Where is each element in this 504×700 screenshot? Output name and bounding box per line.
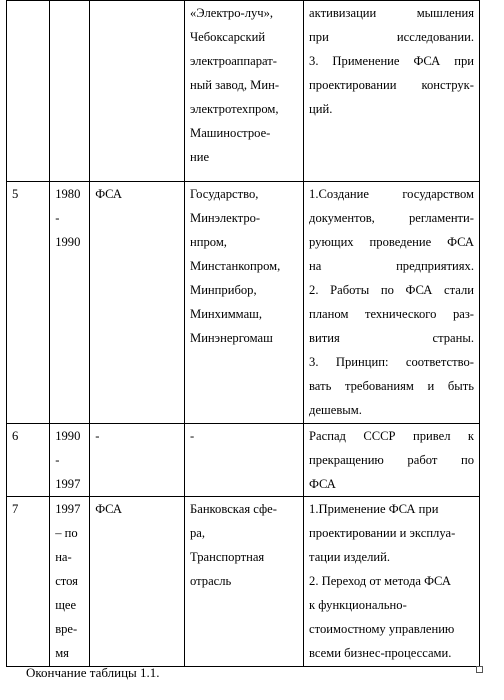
cell-period	[50, 424, 90, 497]
text-line: ный завод, Мин-	[190, 78, 280, 92]
cell-number	[7, 1, 50, 182]
text-line: электротехпром,	[190, 102, 279, 116]
text-line: к функционально-	[309, 598, 407, 612]
text-line: «Электро-луч»,	[190, 6, 274, 20]
cell-number: 5	[7, 182, 50, 424]
text-line: Минприбор,	[190, 283, 257, 297]
text-line: – по	[55, 526, 78, 540]
text-line: ФСА	[309, 477, 336, 491]
text-line: 3. Принцип: соответство-	[309, 355, 474, 369]
cell-method	[90, 1, 185, 182]
cell-results	[304, 424, 480, 497]
cell-results	[304, 182, 480, 424]
text-line: 1997	[55, 502, 81, 516]
text-line: на предприятиях.	[309, 259, 474, 273]
cell-period	[50, 182, 90, 424]
text-line: активизации мышления	[309, 6, 474, 20]
cell-results	[304, 1, 480, 182]
cell-period	[50, 497, 90, 667]
text-line: при исследовании.	[309, 30, 474, 44]
text-line: Распад СССР привел к	[309, 429, 474, 443]
text-line: Транспортная	[190, 550, 265, 564]
cell-method: ФСА	[90, 497, 185, 667]
text-line: на-	[55, 550, 72, 564]
cell-organizations	[185, 424, 304, 497]
text-line: 1997	[55, 477, 81, 491]
text-line: Минэнергомаш	[190, 331, 273, 345]
text-line: стоимостному управлению	[309, 622, 455, 636]
text-line: 1.Создание государством	[309, 187, 474, 201]
resize-handle[interactable]	[476, 666, 483, 673]
table-row-7	[7, 497, 480, 667]
text-line: 1.Применение ФСА при	[309, 502, 439, 516]
text-line: планом технического раз-	[309, 307, 474, 321]
text-line: Машинострое-	[190, 126, 271, 140]
cell-method: ФСА	[90, 182, 185, 424]
text-line: прекращению работ по	[309, 453, 474, 467]
text-line: вре-	[55, 622, 78, 636]
text-line: Государство,	[190, 187, 259, 201]
methods-history-table	[6, 0, 480, 667]
text-line: Минстанкопром,	[190, 259, 281, 273]
table-row-continued	[7, 1, 480, 182]
cell-organizations	[185, 182, 304, 424]
text-line: 1990	[55, 429, 81, 443]
text-line: мя	[55, 646, 69, 660]
cell-organizations	[185, 1, 304, 182]
table-row-5	[7, 182, 480, 424]
text-line: ра,	[190, 526, 206, 540]
text-line: щее	[55, 598, 77, 612]
text-line: -	[55, 211, 60, 225]
text-line: 2. Работы по ФСА стали	[309, 283, 474, 297]
text-line: всеми бизнес-процессами.	[309, 646, 452, 660]
text-line: Банковская сфе-	[190, 502, 277, 516]
text-line: Чебоксарский	[190, 30, 266, 44]
cell-number: 7	[7, 497, 50, 667]
cell-method: -	[90, 424, 185, 497]
text-line: -	[190, 429, 195, 443]
text-line: нпром,	[190, 235, 227, 249]
text-line: электроаппарат-	[190, 54, 278, 68]
text-line: 2. Переход от метода ФСА	[309, 574, 451, 588]
text-line: ние	[190, 150, 210, 164]
text-line: Минэлектро-	[190, 211, 261, 225]
table-row-6	[7, 424, 480, 497]
cell-organizations	[185, 497, 304, 667]
text-line: тации изделий.	[309, 550, 391, 564]
text-line: рующих проведение ФСА	[309, 235, 474, 249]
text-line: 3. Применение ФСА при	[309, 54, 474, 68]
text-line: вития страны.	[309, 331, 474, 345]
text-line: отрасль	[190, 574, 232, 588]
text-line: -	[55, 453, 60, 467]
text-line: документов, регламенти-	[309, 211, 474, 225]
text-line: стоя	[55, 574, 78, 588]
text-line: 1980	[55, 187, 81, 201]
cell-number: 6	[7, 424, 50, 497]
text-line: Минхиммаш,	[190, 307, 263, 321]
table-caption: Окончание таблицы 1.1.	[26, 665, 160, 680]
text-line: проектировании конструк-	[309, 78, 474, 92]
cell-results	[304, 497, 480, 667]
cell-period	[50, 1, 90, 182]
text-line: ций.	[309, 102, 333, 116]
text-line: вать требованиям и быть	[309, 379, 474, 393]
text-line: дешевым.	[309, 403, 362, 417]
text-line: 1990	[55, 235, 81, 249]
text-line: проектировании и эксплуа-	[309, 526, 456, 540]
